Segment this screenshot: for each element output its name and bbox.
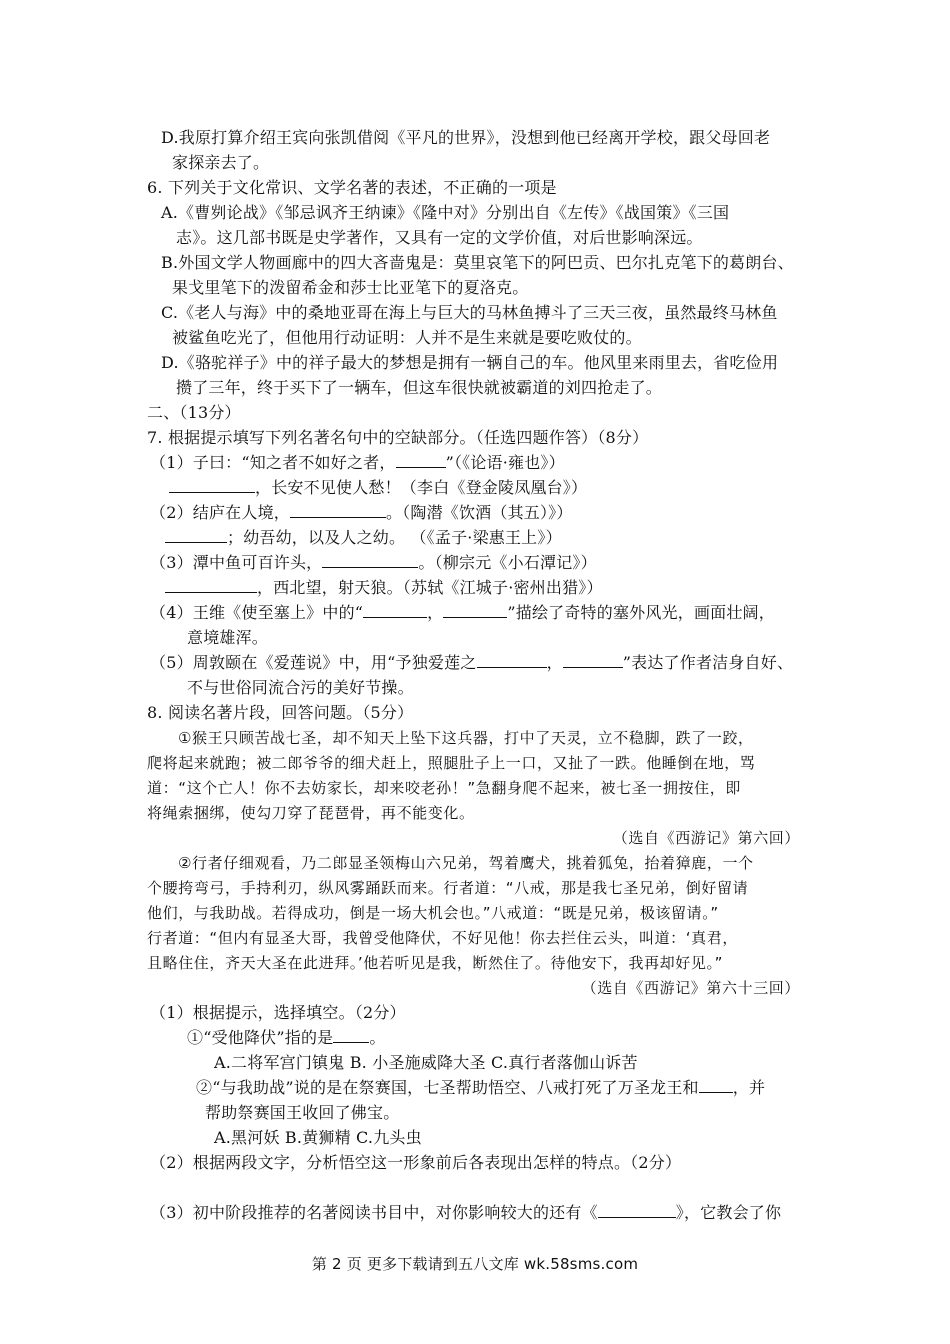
q8-passage2-line1: ②行者仔细观看，乃二郎显圣领梅山六兄弟，驾着鹰犬，挑着狐兔，抬着獐鹿，一个	[178, 854, 754, 872]
q8-sub1-item1-text: ①“受他降伏”指的是	[187, 1028, 334, 1047]
q8-passage2-line2: 个腰挎弯弓，手持利刃，纵风雾踊跃而来。行者道：“八戒，那是我七圣兄弟，倒好留请	[147, 879, 749, 897]
q7-item3-line2	[165, 578, 603, 598]
q7-item1-blank1[interactable]	[396, 453, 446, 468]
q8-sub1-item2-options: A.黑河妖 B.黄狮精 C.九头虫	[214, 1128, 422, 1147]
q7-item3-suffix: 。（柳宗元《小石潭记》）	[418, 553, 597, 572]
q6-option-d-line2: 攒了三年，终于买下了一辆车，但这车很快就被霸道的刘四抢走了。	[176, 378, 663, 397]
q6-option-a-line2: 志》。这几部书既是史学著作，又具有一定的文学价值，对后世影响深远。	[176, 228, 703, 247]
q7-stem: 7. 根据提示填写下列名著名句中的空缺部分。（任选四题作答）（8分）	[147, 428, 649, 447]
q7-item2-blank1[interactable]	[290, 503, 386, 518]
q7-item1-blank2[interactable]	[169, 478, 255, 493]
q7-item2-suffix: 。（陶潜《饮酒（其五）》）	[385, 503, 573, 522]
q6-option-d-line1: D.《骆驼祥子》中的祥子最大的梦想是拥有一辆自己的车。他风里来雨里去，省吃俭用	[161, 353, 779, 372]
q8-sub2: （2）根据两段文字，分析悟空这一形象前后各表现出怎样的特点。（2分）	[150, 1153, 682, 1172]
q7-item3-blank1[interactable]	[322, 553, 418, 568]
q8-sub1-item2-text: ②“与我助战”说的是在祭赛国，七圣帮助悟空、八戒打死了万圣龙王和	[196, 1078, 699, 1097]
q7-item1-line1	[150, 453, 565, 473]
q8-sub1-item1	[187, 1028, 386, 1048]
q8-sub1-item2-line1	[196, 1078, 765, 1098]
q7-item2-prefix: （2）结庐在人境，	[150, 503, 290, 522]
q7-item4-line1	[150, 603, 775, 623]
q7-item2-line1	[150, 503, 573, 523]
q8-sub1-item1-end: 。	[369, 1028, 386, 1047]
q6-option-c-line1: C.《老人与海》中的桑地亚哥在海上与巨大的马林鱼搏斗了三天三夜，虽然最终马林鱼	[161, 303, 778, 322]
q7-item5-blank1[interactable]	[477, 653, 547, 668]
q8-sub1-item2-end: ，并	[732, 1078, 766, 1097]
q8-sub3-end: 》，它教会了你	[675, 1203, 782, 1222]
q8-passage2-source: （选自《西游记》第六十三回）	[581, 979, 800, 997]
q7-item5-blank2[interactable]	[563, 653, 623, 668]
q7-item1-suffix: ”（《论语·雍也》）	[445, 453, 565, 472]
q7-item5-comma: ，	[546, 653, 563, 672]
q7-item3-prefix: （3）潭中鱼可百许头，	[150, 553, 323, 572]
q7-item1-line2-text: ，长安不见使人愁！（李白《登金陵凤凰台》）	[255, 478, 588, 497]
q7-item2-line2-text: ；幼吾幼，以及人之幼。 （《孟子·梁惠王上》）	[227, 528, 562, 547]
q8-sub1-item1-options: A.二将军宫门镇鬼 B. 小圣施威降大圣 C.真行者落伽山诉苦	[214, 1053, 638, 1072]
q7-item1-prefix: （1）子曰：“知之者不如好之者，	[150, 453, 396, 472]
q7-item4-prefix: （4）王维《使至塞上》中的“	[150, 603, 364, 622]
q7-item5-line2: 不与世俗同流合污的美好节操。	[187, 678, 414, 697]
q8-passage2-line5: 且略住住，齐天大圣在此进拜。’他若听见是我，断然住了。待他安下，我再却好见。”	[147, 954, 723, 972]
q7-item5-line1	[150, 653, 793, 673]
q7-item4-blank2[interactable]	[443, 603, 507, 618]
q6-stem: 6. 下列关于文化常识、文学名著的表述，不正确的一项是	[147, 178, 557, 197]
q8-sub1-item1-blank[interactable]	[333, 1028, 369, 1043]
q8-sub3-blank[interactable]	[598, 1203, 676, 1218]
q5-option-d-line1: D.我原打算介绍王宾向张凯借阅《平凡的世界》，没想到他已经离开学校，跟父母回老	[161, 128, 771, 147]
q7-item5-suffix: ”表达了作者洁身自好、	[622, 653, 794, 672]
q5-option-d-line2: 家探亲去了。	[172, 153, 270, 172]
q8-stem: 8. 阅读名著片段，回答问题。（5分）	[147, 703, 414, 722]
page-footer: 第 2 页 更多下载请到五八文库 wk.58sms.com	[311, 1255, 639, 1273]
q8-passage1-line4: 将绳索捆绑，使勾刀穿了琵琶骨，再不能变化。	[147, 804, 475, 822]
q7-item4-comma: ，	[427, 603, 444, 622]
q6-option-c-line2: 被鲨鱼吃光了，但他用行动证明：人并不是生来就是要吃败仗的。	[172, 328, 642, 347]
q7-item3-line1	[150, 553, 597, 573]
q8-sub3	[150, 1203, 781, 1223]
q7-item3-line2-text: ，西北望，射天狼。（苏轼《江城子·密州出猎》）	[257, 578, 603, 597]
q7-item2-blank2[interactable]	[165, 528, 227, 543]
q8-passage1-line1: ①猴王只顾苦战七圣，却不知天上坠下这兵器，打中了天灵，立不稳脚，跌了一跤，	[178, 729, 754, 747]
q8-sub1-item2-blank[interactable]	[699, 1078, 733, 1093]
q7-item4-suffix: ”描绘了奇特的塞外风光，画面壮阔，	[507, 603, 775, 622]
q7-item2-line2	[165, 528, 562, 548]
q8-sub1-item2-line2: 帮助祭赛国王收回了佛宝。	[205, 1103, 400, 1122]
q8-passage1-source: （选自《西游记》第六回）	[612, 829, 800, 847]
q8-passage1-line3: 道：“这个亡人！你不去妨家长，却来咬老孙！”急翻身爬不起来，被七圣一拥按住，即	[147, 779, 741, 797]
q8-passage2-line3: 他们，与我助战。若得成功，倒是一场大机会也。”八戒道：“既是兄弟，极该留请。”	[147, 904, 719, 922]
q7-item4-line2: 意境雄浑。	[187, 628, 269, 647]
q8-passage1-line2: 爬将起来就跑；被二郎爷爷的细犬赶上，照腿肚子上一口，又扯了一跌。他睡倒在地，骂	[147, 754, 756, 772]
q8-passage2-line4: 行者道：“但内有显圣大哥，我曾受他降伏，不好见他！你去拦住云头，叫道：‘真君，	[147, 929, 738, 947]
q7-item4-blank1[interactable]	[363, 603, 427, 618]
section-2-heading: 二、（13分）	[147, 403, 241, 422]
q8-sub3-text: （3）初中阶段推荐的名著阅读书目中，对你影响较大的还有《	[150, 1203, 598, 1222]
q6-option-a-line1: A.《曹刿论战》《邹忌讽齐王纳谏》《隆中对》分别出自《左传》《战国策》《三国	[161, 203, 730, 222]
q6-option-b-line2: 果戈里笔下的泼留希金和莎士比亚笔下的夏洛克。	[172, 278, 529, 297]
q7-item3-blank2[interactable]	[165, 578, 257, 593]
q7-item1-line2	[169, 478, 587, 498]
q6-option-b-line1: B.外国文学人物画廊中的四大吝啬鬼是：莫里哀笔下的阿巴贡、巴尔扎克笔下的葛朗台、	[161, 253, 794, 272]
q7-item5-prefix: （5）周敦颐在《爱莲说》中，用“予独爱莲之	[150, 653, 477, 672]
q8-sub1: （1）根据提示，选择填空。（2分）	[150, 1003, 406, 1022]
